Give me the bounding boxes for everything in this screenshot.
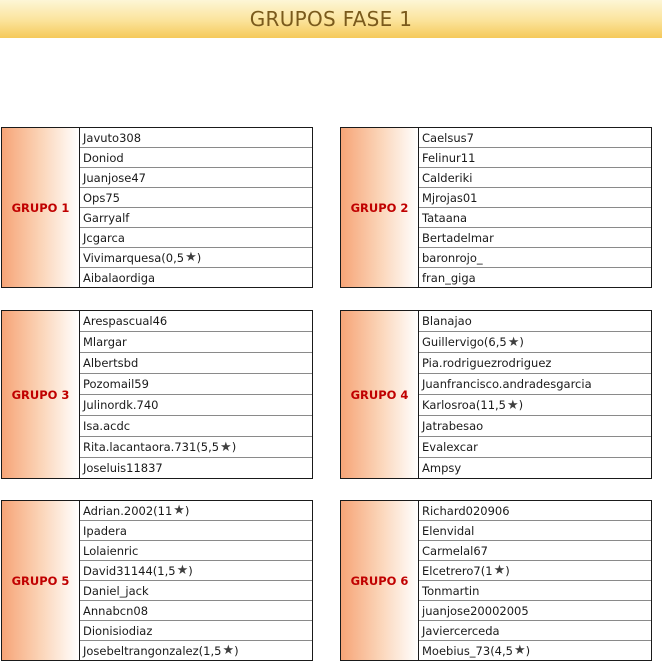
player-suffix: ) [519,335,524,349]
star-icon: ★ [185,250,197,265]
player-row [80,581,312,601]
player-row [80,621,312,641]
player-row [419,641,651,660]
player-name: Elcetrero7(1 [422,563,493,578]
player-name: Jcgarca [83,230,125,245]
player-name: Garryalf [83,210,130,225]
player-row [419,248,651,268]
player-row [419,395,651,416]
player-row [80,458,312,478]
player-name: Evalexcar [422,440,478,454]
player-name: Josebeltrangonzalez(1,5 [83,643,222,658]
player-row [419,148,651,168]
player-name: Guillervigo(6,5 [422,335,507,349]
group-2-table [340,127,652,288]
player-name: Karlosroa(11,5 [422,398,506,412]
player-name: Dionisiodiaz [83,623,153,638]
player-row [80,332,312,353]
player-row [419,128,651,148]
player-row [419,268,651,287]
player-row [419,168,651,188]
group-label: GRUPO 4 [341,311,419,478]
player-row [80,641,312,660]
player-row [80,208,312,228]
player-row [419,521,651,541]
star-icon: ★ [507,334,520,350]
player-name: David31144(1,5 [83,563,176,578]
player-row [419,188,651,208]
group-label: GRUPO 3 [2,311,80,478]
player-name: Juanjose47 [83,170,146,185]
title-bar [0,0,662,38]
group-label: GRUPO 2 [341,128,419,287]
player-name: fran_giga [422,270,476,285]
player-name: Tataana [422,210,468,225]
player-row [80,395,312,416]
player-name: Aibalaordiga [83,270,156,285]
player-name: Lolaienric [83,543,139,558]
group-6-table [340,500,652,661]
player-row [419,374,651,395]
player-row [80,188,312,208]
player-name: Daniel_jack [83,583,149,598]
player-row [419,458,651,478]
player-suffix: ) [505,563,510,578]
player-name: Mlargar [83,335,127,349]
player-name: baronrojo_ [422,250,483,265]
player-name: Carmelal67 [422,543,488,558]
player-row [419,416,651,437]
player-name: Jatrabesao [422,419,484,433]
player-suffix: ) [196,250,202,265]
star-icon: ★ [222,643,235,658]
player-row [80,148,312,168]
player-name: Caelsus7 [422,130,474,145]
player-row [80,521,312,541]
player-row [419,601,651,621]
player-row [80,168,312,188]
player-name: Richard020906 [422,503,510,518]
star-icon: ★ [220,439,232,455]
player-name: Ipadera [83,523,127,538]
player-suffix: ) [234,643,239,658]
group-3-table [1,310,313,479]
player-name: Joseluis11837 [83,461,163,475]
player-row [419,353,651,374]
star-icon: ★ [513,643,526,658]
group-4-table [340,310,652,479]
player-name: Vivimarquesa(0,5 [83,250,185,265]
player-name: Albertsbd [83,356,139,370]
player-row [80,353,312,374]
player-name: Ops75 [83,190,120,205]
player-row [80,437,312,458]
group-1-table [1,127,313,288]
player-name: Elenvidal [422,523,475,538]
player-row [419,208,651,228]
player-row [80,311,312,332]
player-row [80,228,312,248]
star-icon: ★ [176,563,189,578]
player-row [419,311,651,332]
player-suffix: ) [518,398,524,412]
player-name: Isa.acdc [83,419,131,433]
player-name: Bertadelmar [422,230,494,245]
player-list [419,128,651,287]
player-suffix: ) [188,563,193,578]
star-icon: ★ [493,563,506,578]
player-suffix: ) [525,643,531,658]
player-name: Moebius_73(4,5 [422,643,513,658]
player-list [419,501,651,660]
player-name: Ampsy [422,461,462,475]
player-row [419,228,651,248]
player-list [80,311,312,478]
player-name: Rita.lacantaora.731(5,5 [83,440,220,454]
player-row [419,501,651,521]
player-name: Calderiki [422,170,473,185]
player-row [419,581,651,601]
player-row [419,332,651,353]
player-name: Pozomail59 [83,377,149,391]
player-row [80,416,312,437]
player-row [419,541,651,561]
player-name: Felinur11 [422,150,476,165]
player-name: Julinordk.740 [83,398,159,412]
star-icon: ★ [507,397,519,413]
player-row [80,561,312,581]
player-suffix: ) [184,503,190,518]
star-icon: ★ [173,503,185,518]
player-name: Mjrojas01 [422,190,478,205]
player-name: Adrian.2002(11 [83,503,173,518]
player-row [80,501,312,521]
player-row [419,437,651,458]
player-name: Arespascual46 [83,314,168,328]
player-row [80,268,312,287]
player-name: juanjose20002005 [422,603,529,618]
player-name: Pia.rodriguezrodriguez [422,356,552,370]
player-list [80,128,312,287]
player-name: Tonmartin [422,583,480,598]
player-row [80,374,312,395]
player-row [419,621,651,641]
player-row [80,248,312,268]
player-row [419,561,651,581]
page-title: GRUPOS FASE 1 [249,7,413,31]
player-name: Doniod [83,150,124,165]
group-label: GRUPO 5 [2,501,80,660]
player-row [80,601,312,621]
player-name: Annabcn08 [83,603,149,618]
player-name: Juanfrancisco.andradesgarcia [422,377,592,391]
player-name: Javuto308 [83,130,142,145]
group-label: GRUPO 6 [341,501,419,660]
player-name: Blanajao [422,314,472,328]
player-row [80,128,312,148]
player-name: Javiercerceda [422,623,500,638]
group-label: GRUPO 1 [2,128,80,287]
player-row [80,541,312,561]
player-list [80,501,312,660]
player-suffix: ) [231,440,237,454]
player-list [419,311,651,478]
group-5-table [1,500,313,661]
